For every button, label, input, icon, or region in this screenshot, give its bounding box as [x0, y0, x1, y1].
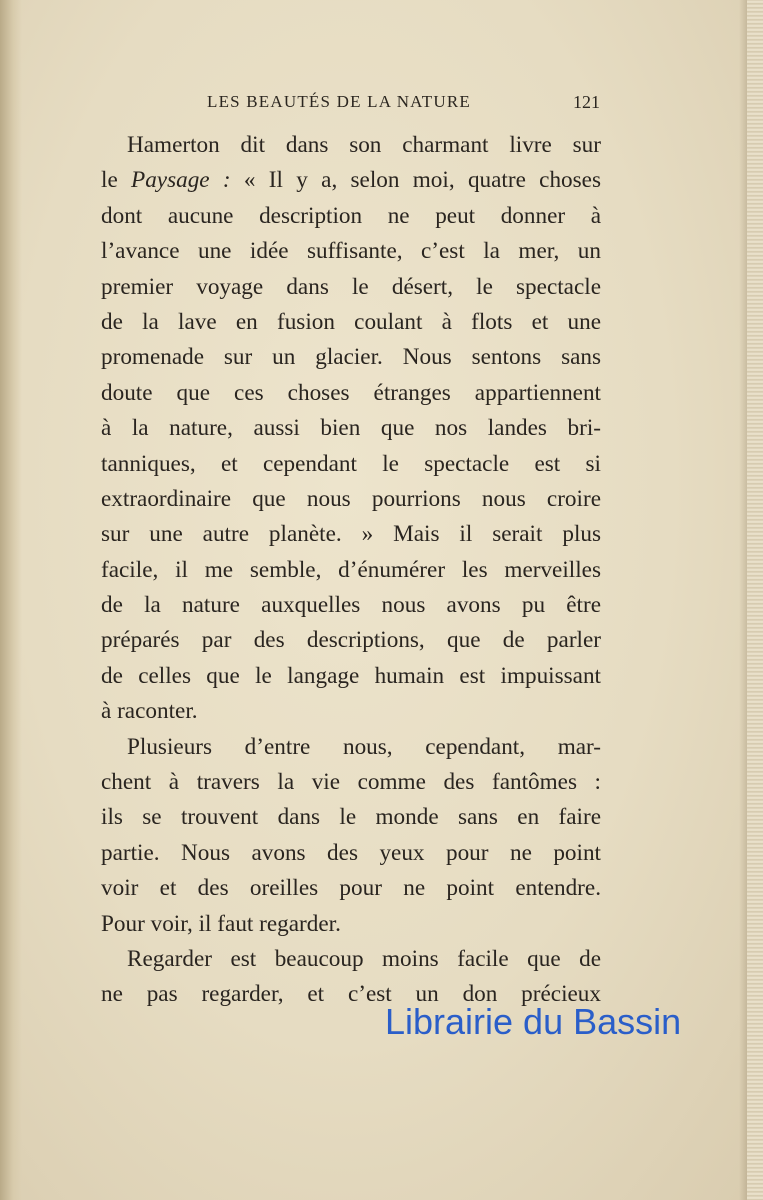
page-header — [0, 92, 763, 118]
text-line: de la lave en fusion coulant à flots et une — [101, 308, 601, 335]
page-number: 121 — [573, 92, 600, 112]
page-gutter-shadow — [0, 0, 22, 1200]
body-text — [101, 128, 601, 1013]
text-line: Plusieurs d’entre nous, cependant, mar- — [127, 733, 601, 760]
text-line: voir et des oreilles pour ne point entendre. — [101, 875, 601, 902]
text-line: chent à travers la vie comme des fantômes : — [101, 769, 601, 796]
text-line: Regarder est beaucoup moins facile que de — [127, 945, 601, 972]
text-line: à raconter. — [101, 698, 198, 725]
text-line: tanniques, et cependant le spectacle est si — [101, 450, 601, 477]
text-line: partie. Nous avons des yeux pour ne point — [101, 839, 601, 866]
book-title-italic: Paysage : — [131, 167, 231, 194]
text-line: facile, il me semble, d’énumérer les merveilles — [101, 556, 601, 583]
text-line: extraordinaire que nous pourrions nous croire — [101, 485, 601, 512]
running-title: LES BEAUTÉS DE LA NATURE — [207, 92, 471, 111]
text-line: ne pas regarder, et c’est un don précieux — [101, 981, 601, 1008]
text-line: de la nature auxquelles nous avons pu être — [101, 592, 601, 619]
text-line: promenade sur un glacier. Nous sentons sans — [101, 344, 601, 371]
text-fragment: « Il y a, selon moi, quatre choses — [230, 167, 601, 194]
text-line: premier voyage dans le désert, le spectacle — [101, 273, 601, 300]
text-line: l’avance une idée suffisante, c’est la mer, un — [101, 238, 601, 265]
text-line: doute que ces choses étranges appartiennent — [101, 379, 601, 406]
text-line: de celles que le langage humain est impuissant — [101, 662, 601, 689]
text-line: préparés par des descriptions, que de parler — [101, 627, 601, 654]
text-line: à la nature, aussi bien que nos landes bri- — [101, 415, 601, 442]
text-line: ils se trouvent dans le monde sans en faire — [101, 804, 601, 831]
text-line: Hamerton dit dans son charmant livre sur — [127, 132, 601, 158]
page-edge-shadow — [739, 0, 747, 1200]
text-line: dont aucune description ne peut donner à — [101, 202, 601, 229]
text-fragment: le — [101, 167, 132, 194]
page-stack-edge — [747, 0, 763, 1200]
watermark-text: Librairie du Bassin — [385, 1001, 682, 1042]
text-line: sur une autre planète. » Mais il serait plus — [101, 521, 601, 548]
text-line — [101, 163, 601, 198]
text-line: Pour voir, il faut regarder. — [101, 910, 341, 937]
